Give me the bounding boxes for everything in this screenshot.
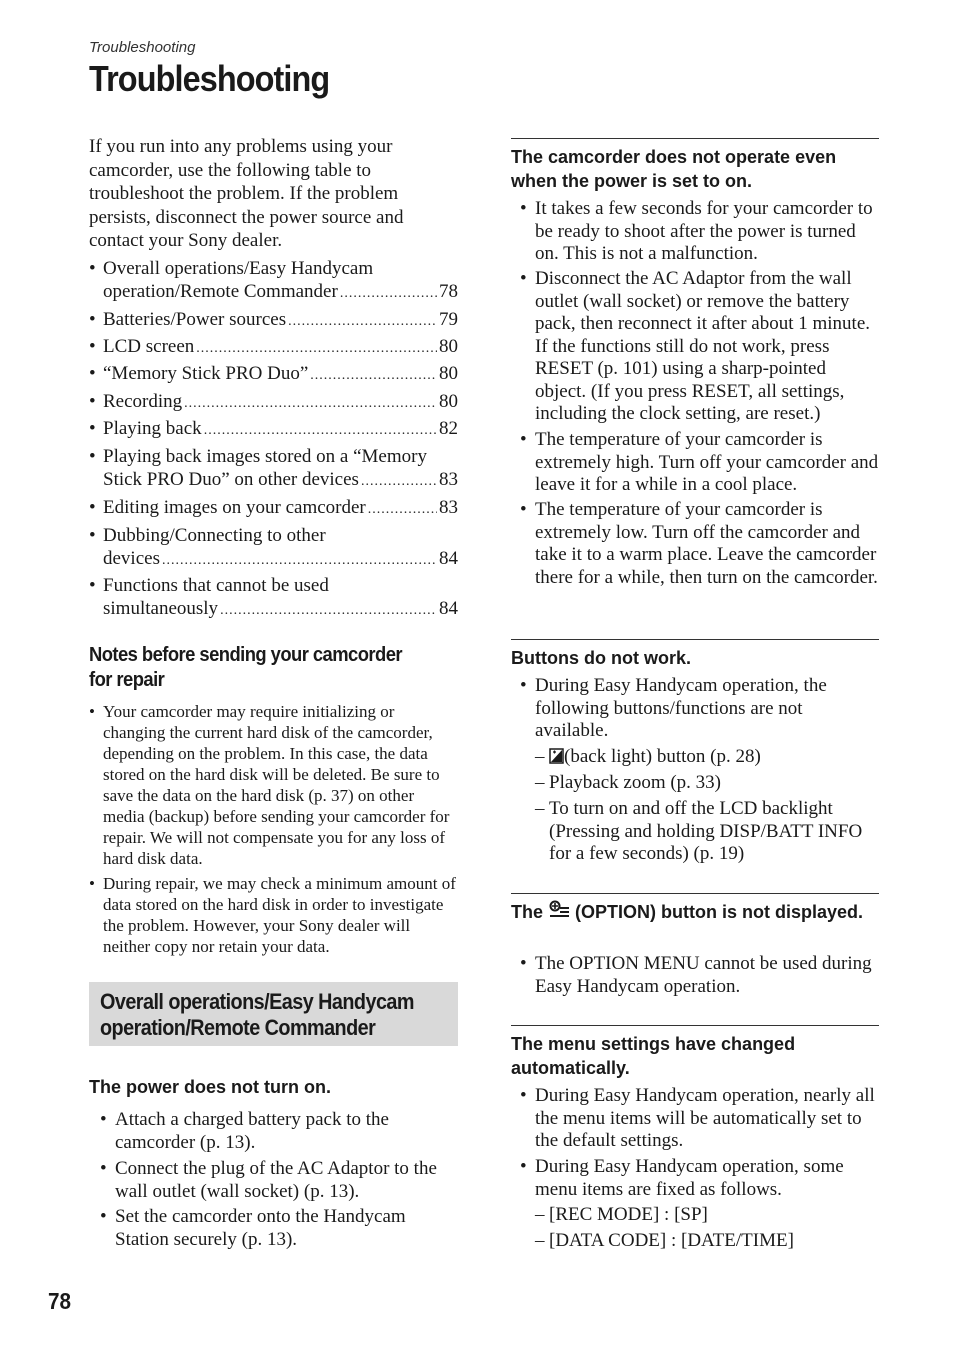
option-heading-text: The: [511, 902, 544, 922]
section-title: Overall operations/Easy Handycam operation/Remote Commander: [100, 989, 414, 1040]
toc-text: Playing back images stored on a “Memory: [103, 446, 427, 467]
sub-list-item: [535, 798, 881, 866]
list-item-text: It takes a few seconds for your camcorder to be ready to shoot after the power is turned on. This is not a malfunction.: [535, 198, 873, 264]
list-item-text: Attach a charged battery pack to the camcorder (p. 13).: [115, 1109, 389, 1153]
list-item: [520, 675, 880, 743]
bullet: •: [520, 198, 527, 219]
toc-page-number: 84: [439, 598, 458, 619]
list-item-text: Set the camcorder onto the Handycam Station securely (p. 13).: [115, 1206, 406, 1250]
option-icon: [548, 900, 570, 920]
bullet: •: [89, 702, 95, 721]
bullet: •: [100, 1206, 107, 1227]
page-number: 78: [48, 1288, 72, 1314]
bullet: •: [89, 336, 96, 357]
toc-item-batteries[interactable]: [89, 308, 458, 331]
list-item: [520, 1085, 880, 1153]
leader-dots: [220, 599, 437, 622]
toc-text: Batteries/Power sources: [103, 309, 287, 330]
intro-paragraph: If you run into any problems using your camcorder, use the following table to troubleshoot the problem. If the problem persists, disconnect the power source and contact your Sony dealer.: [89, 136, 404, 251]
sub-list-item-text: Playback zoom (p. 33): [549, 772, 722, 793]
leader-dots: [368, 498, 437, 521]
toc-text: Functions that cannot be used: [103, 575, 329, 596]
list-item-text: During Easy Handycam operation, nearly all the menu items will be automatically set to the default settings.: [535, 1085, 875, 1151]
list-item: [520, 429, 880, 497]
toc-item-dubbing[interactable]: [89, 524, 458, 570]
bullet: •: [89, 363, 96, 384]
dash: –: [535, 1230, 545, 1251]
bullet: •: [520, 499, 527, 520]
list-item: [520, 953, 880, 998]
bullet: •: [89, 418, 96, 439]
toc-item-memory-stick[interactable]: [89, 362, 458, 385]
sub-list-item: [535, 1230, 881, 1253]
menu-heading: The menu settings have changed automatically.: [511, 1034, 796, 1078]
bullet: •: [89, 525, 96, 546]
note-text: During repair, we may check a minimum amount of data stored on the hard disk in order to investigate the problem. However, your Sony dealer will neither copy nor retain your data.: [103, 874, 456, 956]
note-item: [89, 873, 459, 957]
bullet: •: [520, 675, 527, 696]
bullet: •: [520, 429, 527, 450]
sub-list-item-text: To turn on and off the LCD backlight (Pressing and holding DISP/BATT INFO for a few seconds) (p. 19): [549, 798, 863, 864]
list-item-text: The temperature of your camcorder is extremely high. Turn off your camcorder and leave it for a while in a cool place.: [535, 429, 879, 495]
sub-list-item: [535, 1204, 881, 1227]
back-light-icon: [549, 748, 564, 764]
note-text: Your camcorder may require initializing or changing the current hard disk of the camcorder, depending on the problem. In this case, the data stored on the hard disk will be deleted. Be sure to save the data on the hard disk (p. 37) on other media (backup) before sending your camcorder for repair. We will not compensate you for any loss of hard disk data.: [103, 702, 450, 868]
buttons-heading: Buttons do not work.: [511, 648, 691, 668]
bullet: •: [520, 268, 527, 289]
toc-text: LCD screen: [103, 336, 195, 357]
list-item: [520, 499, 880, 589]
list-item: [100, 1206, 450, 1251]
list-item-text: During Easy Handycam operation, the following buttons/functions are not available.: [535, 675, 827, 741]
leader-dots: [184, 392, 437, 415]
toc-page-number: 80: [439, 363, 458, 384]
toc-page-number: 79: [439, 309, 458, 330]
divider: [511, 138, 879, 139]
list-item-text: During Easy Handycam operation, some menu items are fixed as follows.: [535, 1156, 844, 1200]
toc-page-number: 84: [439, 548, 458, 569]
leader-dots: [162, 549, 437, 572]
list-item: [520, 198, 880, 266]
toc-page-number: 83: [439, 497, 458, 518]
bullet: •: [100, 1158, 107, 1179]
toc-item-playing-back-other-devices[interactable]: [89, 445, 458, 491]
dash: –: [535, 746, 545, 767]
leader-dots: [196, 337, 437, 360]
dash: –: [535, 798, 545, 819]
toc-text: Dubbing/Connecting to other: [103, 525, 326, 546]
toc-item-overall-operations[interactable]: [89, 257, 458, 303]
sub-list-item-text: [REC MODE] : [SP]: [549, 1204, 708, 1225]
list-item: [100, 1109, 450, 1154]
list-item: [100, 1158, 450, 1203]
note-item: [89, 701, 459, 869]
not-operate-heading: The camcorder does not operate even when the power is set to on.: [511, 147, 837, 191]
toc-text: Stick PRO Duo” on other devices: [103, 469, 359, 490]
running-header: Troubleshooting: [89, 39, 196, 56]
toc-item-playing-back[interactable]: [89, 417, 458, 440]
list-item-text: Connect the plug of the AC Adaptor to the wall outlet (wall socket) (p. 13).: [115, 1158, 437, 1202]
divider: [511, 639, 879, 640]
section-title-box: [89, 982, 458, 1046]
leader-dots: [204, 419, 437, 442]
list-item-text: The OPTION MENU cannot be used during Easy Handycam operation.: [535, 953, 872, 997]
toc-text: operation/Remote Commander: [103, 281, 338, 302]
bullet: •: [89, 309, 96, 330]
leader-dots: [288, 310, 437, 333]
bullet: •: [520, 953, 527, 974]
bullet: •: [89, 874, 95, 893]
toc-item-functions-simultaneously[interactable]: [89, 574, 458, 620]
bullet: •: [100, 1109, 107, 1130]
toc-text: “Memory Stick PRO Duo”: [103, 363, 309, 384]
toc-page-number: 82: [439, 418, 458, 439]
sub-list-item-text: (back light) button (p. 28): [564, 746, 761, 767]
option-heading: [511, 900, 879, 924]
bullet: •: [89, 497, 96, 518]
toc-page-number: 78: [439, 281, 458, 302]
list-item-text: The temperature of your camcorder is extremely low. Turn off the camcorder and take it to a warm place. Leave the camcorder there for a while, then turn on the camcorder.: [535, 499, 878, 588]
divider: [511, 893, 879, 894]
list-item: [520, 268, 880, 426]
notes-heading: Notes before sending your camcorder for repair: [89, 644, 402, 691]
page-title: Troubleshooting: [89, 58, 330, 99]
toc-page-number: 83: [439, 469, 458, 490]
toc-item-recording[interactable]: [89, 390, 458, 413]
toc-item-lcd-screen[interactable]: [89, 335, 458, 358]
toc-text: Recording: [103, 391, 183, 412]
leader-dots: [310, 364, 437, 387]
sub-list-item: [535, 772, 881, 795]
toc-text: Overall operations/Easy Handycam: [103, 258, 374, 279]
bullet: •: [89, 391, 96, 412]
bullet: •: [89, 575, 96, 596]
list-item-text: Disconnect the AC Adaptor from the wall outlet (wall socket) or remove the battery pack, then reconnect it after about 1 minute. If the functions still do not work, press RESET (p. 101) using a sharp-pointed object. (If you press RESET, all settings, including the clock setting, are reset.): [535, 268, 871, 424]
toc-item-editing-images[interactable]: [89, 496, 458, 519]
toc-page-number: 80: [439, 391, 458, 412]
toc-text: Editing images on your camcorder: [103, 497, 366, 518]
leader-dots: [361, 470, 437, 493]
dash: –: [535, 772, 545, 793]
divider: [511, 1025, 879, 1026]
bullet: •: [520, 1085, 527, 1106]
sub-list-item-text: [DATA CODE] : [DATE/TIME]: [549, 1230, 794, 1251]
toc-text: simultaneously: [103, 598, 219, 619]
bullet: •: [89, 258, 96, 279]
list-item: [520, 1156, 880, 1201]
sub-list-item: [535, 746, 881, 769]
toc-text: Playing back: [103, 418, 202, 439]
toc-page-number: 80: [439, 336, 458, 357]
toc-text: devices: [103, 548, 160, 569]
power-off-heading: The power does not turn on.: [89, 1077, 331, 1097]
bullet: •: [89, 446, 96, 467]
dash: –: [535, 1204, 545, 1225]
leader-dots: [340, 282, 437, 305]
option-heading-text: (OPTION) button is not displayed.: [575, 902, 864, 922]
bullet: •: [520, 1156, 527, 1177]
